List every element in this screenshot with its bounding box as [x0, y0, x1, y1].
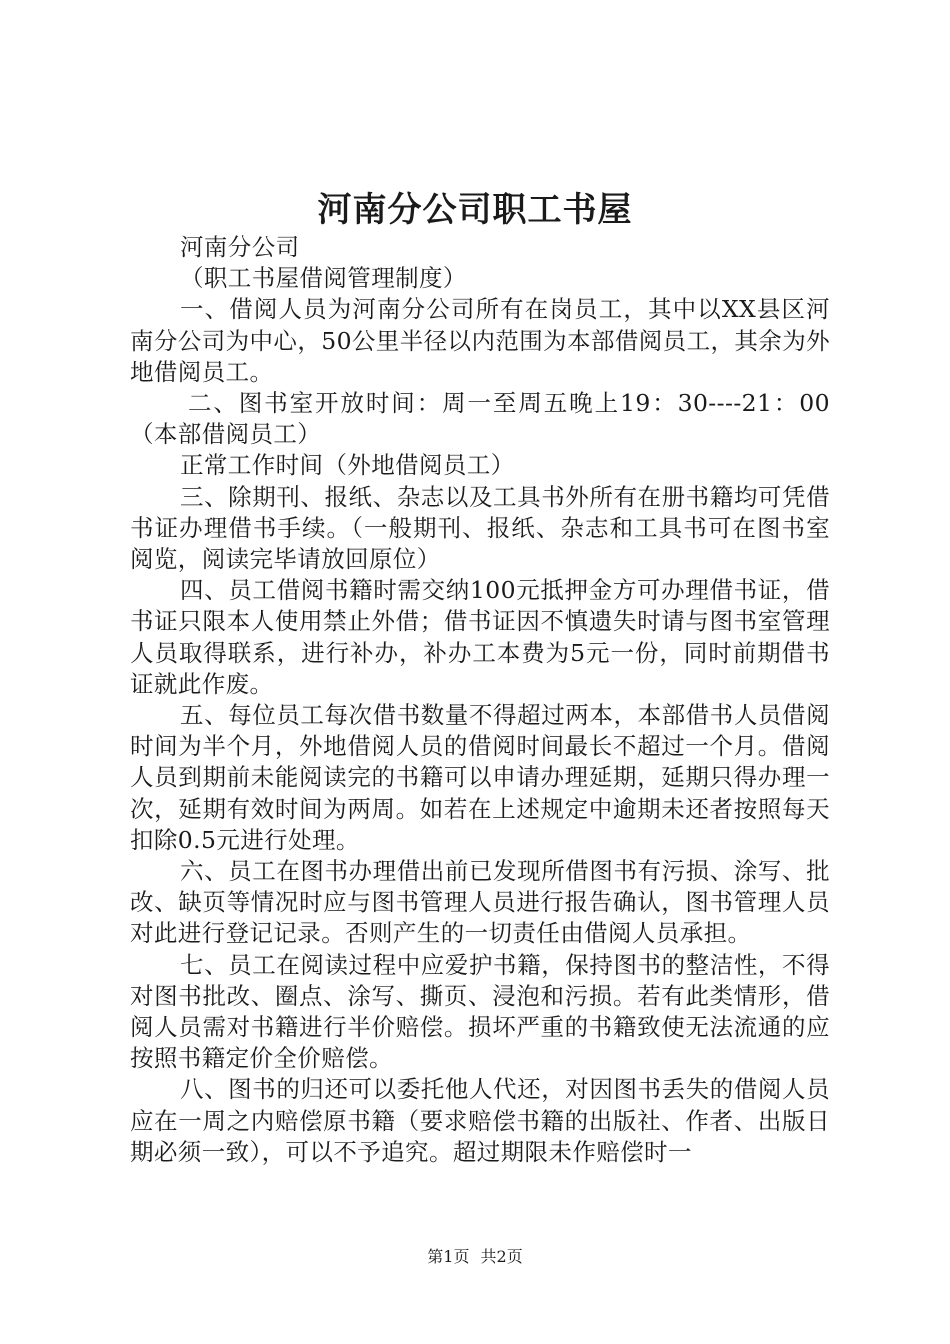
paragraph-rule-2: 二、图书室开放时间：周一至周五晚上19：30----21：00（本部借阅员工）: [130, 389, 830, 449]
paragraph-rule-1: 一、借阅人员为河南分公司所有在岗员工，其中以XX县区河南分公司为中心，50公里半径以内范围为本部借阅员工，其余为外地借阅员工。: [130, 295, 830, 386]
document-body: [130, 232, 830, 1168]
paragraph-rule-6: 六、员工在图书办理借出前已发现所借图书有污损、涂写、批改、缺页等情况时应与图书管理人员进行报告确认，图书管理人员对此进行登记记录。否则产生的一切责任由借阅人员承担。: [130, 857, 830, 948]
page-total: 共2页: [480, 1247, 523, 1266]
paragraph-rule-4: 四、员工借阅书籍时需交纳100元抵押金方可办理借书证，借书证只限本人使用禁止外借；借书证因不慎遗失时请与图书室管理人员取得联系，进行补办，补办工本费为5元一份，同时前期借书证就此作废。: [130, 576, 830, 698]
paragraph-rule-7: 七、员工在阅读过程中应爱护书籍，保持图书的整洁性，不得对图书批改、圈点、涂写、撕页、浸泡和污损。若有此类情形，借阅人员需对书籍进行半价赔偿。损坏严重的书籍致使无法流通的应按照书籍定价全价赔偿。: [130, 950, 830, 1073]
paragraph-subtitle: （职工书屋借阅管理制度）: [180, 264, 467, 293]
paragraph-rule-2-note: 正常工作时间（外地借阅员工）: [180, 451, 515, 480]
page-footer: [0, 1246, 950, 1268]
page-number: 第1页: [427, 1247, 470, 1266]
paragraph-rule-5: 五、每位员工每次借书数量不得超过两本，本部借书人员借阅时间为半个月，外地借阅人员的借阅时间最长不超过一个月。借阅人员到期前未能阅读完的书籍可以申请办理延期，延期只得办理一次，延期有效时间为两周。如若在上述规定中逾期未还者按照每天扣除0.5元进行处理。: [130, 701, 830, 854]
document-title: 河南分公司职工书屋: [317, 190, 633, 230]
paragraph-company: 河南分公司: [180, 233, 300, 261]
paragraph-rule-8: 八、图书的归还可以委托他人代还，对因图书丢失的借阅人员应在一周之内赔偿原书籍（要求赔偿书籍的出版社、作者、出版日期必须一致），可以不予追究。超过期限未作赔偿时一: [130, 1075, 830, 1166]
paragraph-rule-3: 三、除期刊、报纸、杂志以及工具书外所有在册书籍均可凭借书证办理借书手续。（一般期刊、报纸、杂志和工具书可在图书室阅览，阅读完毕请放回原位）: [130, 482, 830, 574]
